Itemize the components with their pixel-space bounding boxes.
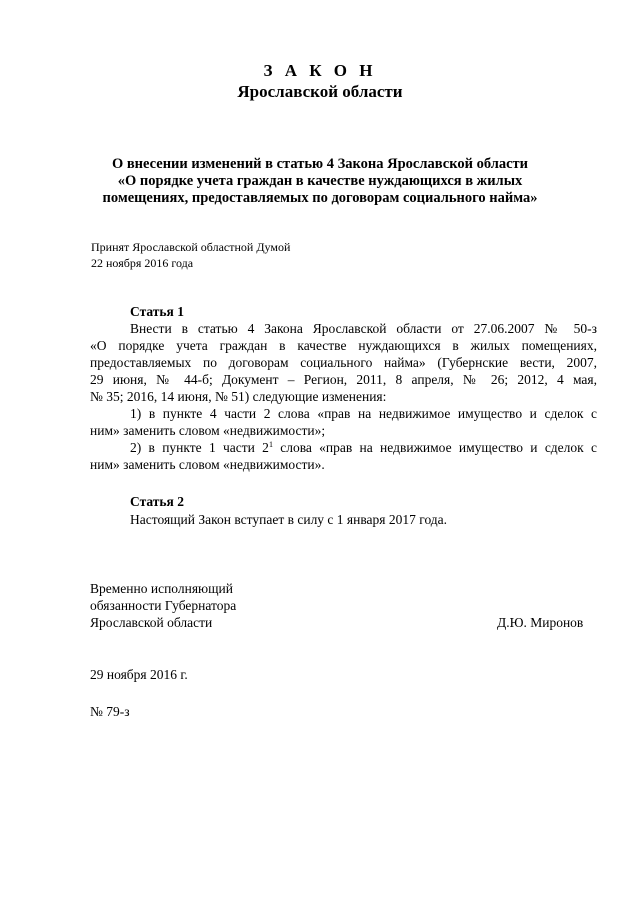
adoption-line-2: 22 ноября 2016 года xyxy=(91,256,194,270)
subject-line-2: «О порядке учета граждан в качестве нуждающихся в жилых xyxy=(117,173,523,189)
item-1-line-1: 1) в пункте 4 части 2 слова «прав на недвижимое имущество и сделок с xyxy=(130,406,597,421)
article-1-line-2: «О порядке учета граждан в качестве нуждающихся в жилых помещениях, xyxy=(90,338,597,353)
signatory-line-1: Временно исполняющий xyxy=(90,581,233,596)
article-1-line-1: Внести в статью 4 Закона Ярославской области от 27.06.2007 № 50-з xyxy=(130,321,597,336)
law-title: З А К О Н xyxy=(263,61,377,80)
article-1-line-3: предоставляемых по договорам социального найма» (Губернские вести, 2007, xyxy=(90,355,597,370)
article-1-heading: Статья 1 xyxy=(130,304,184,319)
item-2-text-pre: 2) в пункте 1 части 2 xyxy=(130,440,269,455)
subject-line-3: помещениях, предоставляемых по договорам социального найма» xyxy=(102,190,538,206)
item-2-text-post: слова «прав на недвижимое имущество и сделок с xyxy=(272,440,597,455)
law-region: Ярославской области xyxy=(237,82,403,101)
signatory-line-2: обязанности Губернатора xyxy=(90,598,237,613)
item-2-superscript: 1 xyxy=(268,440,273,449)
signatory-line-3: Ярославской области xyxy=(90,615,213,630)
article-2-text: Настоящий Закон вступает в силу с 1 января 2017 года. xyxy=(130,512,448,527)
signing-date: 29 ноября 2016 г. xyxy=(90,667,188,682)
article-1-line-5: № 35; 2016, 14 июня, № 51) следующие изменения: xyxy=(90,389,387,404)
adoption-line-1: Принят Ярославской областной Думой xyxy=(91,240,291,254)
signatory-name: Д.Ю. Миронов xyxy=(497,615,584,630)
subject-line-1: О внесении изменений в статью 4 Закона Ярославской области xyxy=(111,156,529,172)
item-1-line-2: ним» заменить словом «недвижимости»; xyxy=(90,423,326,438)
article-2-heading: Статья 2 xyxy=(130,494,184,509)
law-number: № 79-з xyxy=(90,704,130,719)
item-2-line-2: ним» заменить словом «недвижимости». xyxy=(90,457,325,472)
item-2-line-1 xyxy=(130,440,597,456)
article-1-line-4: 29 июня, № 44-б; Документ – Регион, 2011, 8 апреля, № 26; 2012, 4 мая, xyxy=(90,372,597,387)
